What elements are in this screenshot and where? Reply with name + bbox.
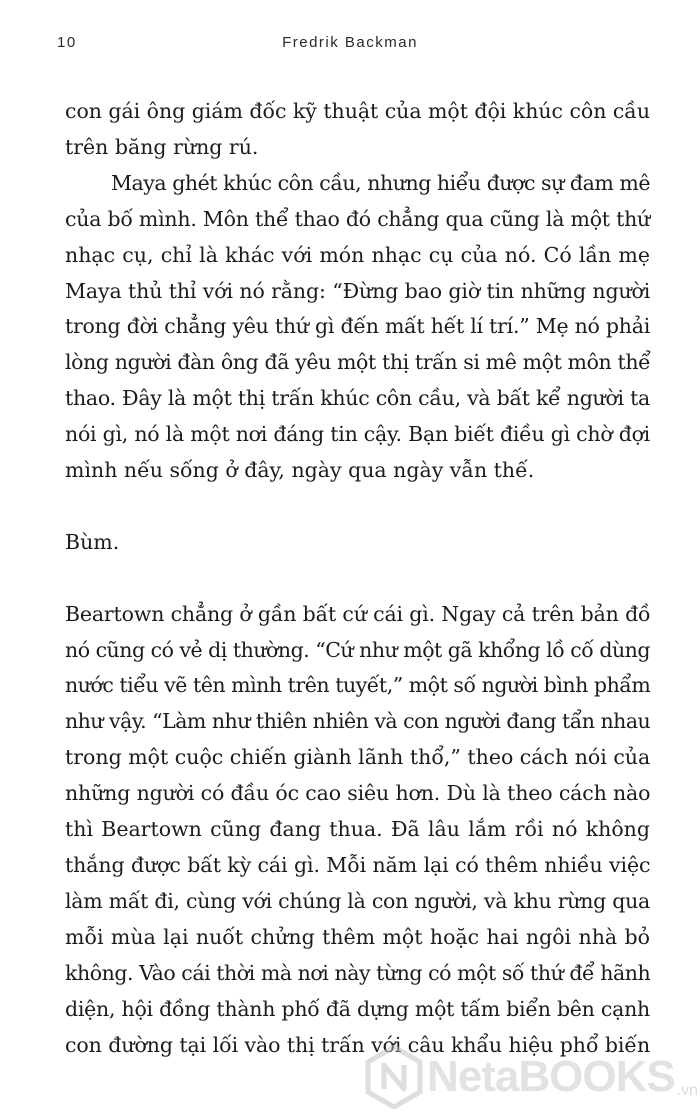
text-line: diện, hội đồng thành phố đã dựng một tấm biển bên cạnh [65,996,650,1021]
page-number: 10 [57,34,77,51]
text-line: nó cũng có vẻ dị thường. “Cứ như một gã khổng lồ cố dùng [65,637,650,662]
text-line: trong đời chẳng yêu thứ gì đến mất hết lí trí.” Mẹ nó phải [65,314,650,339]
text-line: những người có đầu óc cao siêu hơn. Dù là theo cách nào [65,781,651,806]
paragraph [65,597,650,1064]
watermark-text: NetaBOOKS [427,1052,675,1101]
watermark-suffix: .vn [676,1082,699,1099]
paragraph-gap [65,561,650,597]
text-line: lòng người đàn ông đã yêu một thị trấn si mê một môn thể [65,350,651,375]
body-text [65,94,650,1063]
paragraph [65,94,650,166]
text-line: thì Beartown cũng đang thua. Đã lâu lắm rồi nó không [65,817,650,842]
text-line: con gái ông giám đốc kỹ thuật của một đội khúc côn cầu [65,99,650,123]
text-line: con đường tại lối vào thị trấn với câu khẩu hiệu phổ biến [65,1032,651,1057]
watermark [365,1042,700,1112]
netabooks-logo-icon [365,1045,423,1109]
text-line: Maya ghét khúc côn cầu, nhưng hiểu được sự đam mê [111,170,650,195]
text-line: thắng được bất kỳ cái gì. Mỗi năm lại có thêm nhiều việc [65,853,651,877]
paragraph [65,166,650,489]
text-line: nói gì, nó là một nơi đáng tin cậy. Bạn biết điều gì chờ đợi [65,422,650,447]
text-line: trên băng rừng rú. [65,134,259,159]
text-line: mình nếu sống ở đây, ngày qua ngày vẫn thế. [65,458,535,483]
running-head [57,34,643,58]
text-line: nước tiểu vẽ tên mình trên tuyết,” một số người bình phẩm [65,673,651,698]
text-line: của bố mình. Môn thể thao đó chẳng qua cũng là một thứ [65,206,650,231]
text-line: thao. Đây là một thị trấn khúc côn cầu, và bất kể người ta [65,386,650,411]
text-line: nhạc cụ, chỉ là khác với món nhạc cụ của nó. Có lần mẹ [65,242,650,267]
text-line: Maya thủ thỉ với nó rằng: “Đừng bao giờ tin những người [65,278,651,303]
running-title: Fredrik Backman [282,34,418,51]
text-line: trong một cuộc chiến giành lãnh thổ,” theo cách nói của [65,745,651,770]
text-line: như vậy. “Làm như thiên nhiên và con người đang tẩn nhau [65,709,651,734]
text-line: không. Vào cái thời mà nơi này từng có một số thứ để hãnh [65,960,651,985]
paragraph [65,525,650,561]
text-line: Bùm. [65,529,120,554]
text-line: làm mất đi, cùng với chúng là con người, và khu rừng qua [65,888,650,913]
paragraph-gap [65,489,650,525]
text-line: Beartown chẳng ở gần bất cứ cái gì. Ngay cả trên bản đồ [65,601,651,626]
text-line: mỗi mùa lại nuốt chửng thêm một hoặc hai ngôi nhà bỏ [65,924,650,949]
